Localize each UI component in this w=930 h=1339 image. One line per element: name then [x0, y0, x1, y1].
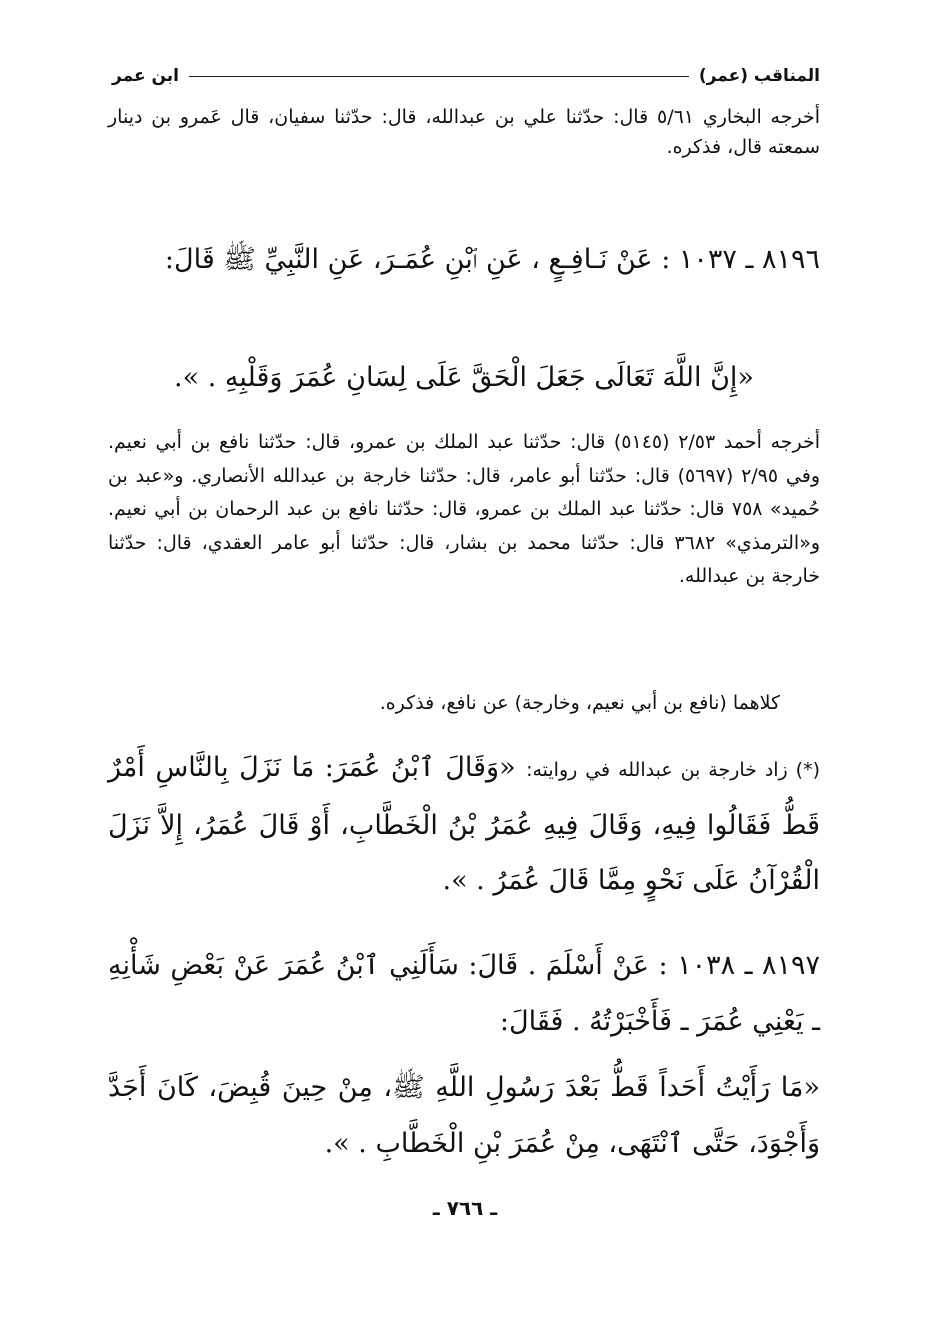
hadith-1038-quote: «مَا رَأَيْتُ أَحَداً قَطُّ بَعْدَ رَسُولِ اللَّهِ ﷺ، مِنْ حِينَ قُبِضَ، كَانَ أَجَدَّ وَأَجْوَدَ، حَتَّى ٱنْتَهَى، مِنْ عُمَرَ بْنِ الْخَطَّابِ . ».: [108, 1072, 820, 1159]
addition-note-quote: «وَقَالَ ٱبْنُ عُمَرَ: مَا نَزَلَ بِالنَّاسِ أَمْرٌ قَطُّ فَقَالُوا فِيهِ، وَقَالَ فِيهِ عُمَرُ بْنُ الْخَطَّابِ، أَوْ قَالَ عُمَرُ، إِلاَّ نَزَلَ الْقُرْآنُ عَلَى نَحْوٍ مِمَّا قَالَ عُمَرُ . ».: [108, 752, 820, 896]
hadith-1037-sources: أخرجه أحمد ٢/٥٣ (٥١٤٥) قال: حدّثنا عبد الملك بن عمرو، قال: حدّثنا نافع بن أبي نعيم. وفي ٢/٩٥ (٥٦٩٧) قال: حدّثنا أبو عامر، قال: حدّثنا خارجة بن عبدالله الأنصاري. و«عبد بن حُميد» ٧٥٨ قال: حدّثنا عبد الملك بن عمرو، قال: حدّثنا نافع بن عبد الرحمان بن أبي نعيم. و«الترمذي» ٣٦٨٢ قال: حدّثنا محمد بن بشار، قال: حدّثنا أبو عامر العقدي، قال: حدّثنا خارجة بن عبدالله.: [108, 431, 821, 587]
source-paragraph-1: أخرجه البخاري ٥/٦١ قال: حدّثنا علي بن عبدالله، قال: حدّثنا سفيان، قال عَمرو بن دينار سمعته قال، فذكره.: [108, 106, 820, 158]
hadith-1037-addition-note: [108, 740, 820, 900]
hadith-1037-chain: ٨١٩٦ ـ ١٠٣٧ : عَنْ نَـافِـعٍ ، عَنِ ٱبْنِ عُمَـرَ، عَنِ النَّبِيِّ ﷺ قَالَ:: [164, 244, 820, 275]
addition-note-lead: (*) زاد خارجة بن عبدالله في روايته:: [526, 759, 820, 781]
hadith-1038-chain: ٨١٩٧ ـ ١٠٣٨ : عَنْ أَسْلَمَ . قَالَ: سَأَلَنِي ٱبْنُ عُمَرَ عَنْ بَعْضِ شَأْنِهِ ـ يَعْنِي عُمَرَ ـ فَأَخْبَرْتُهُ . فَقَالَ:: [108, 950, 821, 1037]
header-section-title: ابن عمر: [112, 66, 180, 86]
header-rule: [189, 76, 689, 77]
header-chapter-title: المناقب (عمر): [698, 66, 820, 86]
hadith-1037-combined-note: كلاهما (نافع بن أبي نعيم، وخارجة) عن نافع، فذكره.: [379, 692, 780, 714]
hadith-1037-quote: «إِنَّ اللَّهَ تَعَالَى جَعَلَ الْحَقَّ عَلَى لِسَانِ عُمَرَ وَقَلْبِهِ . ».: [174, 362, 754, 393]
page-number: ـ ٧٦٦ ـ: [432, 1196, 498, 1220]
running-header: [112, 64, 820, 88]
